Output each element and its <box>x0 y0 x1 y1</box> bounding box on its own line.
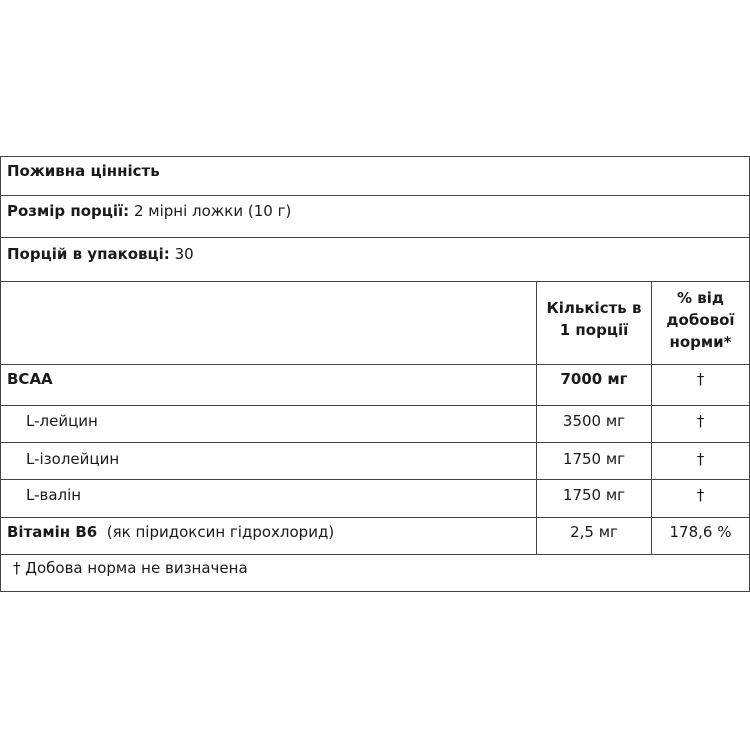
nutrient-amount: 7000 мг <box>560 370 628 388</box>
header-dv-cell <box>651 282 749 364</box>
nutrition-facts-table <box>0 156 750 592</box>
header-amount-line1: Кількість в <box>546 299 642 317</box>
nutrient-name: L-ізолейцин <box>26 450 120 468</box>
header-amount-cell <box>536 282 651 364</box>
nutrient-dv: † <box>696 486 705 504</box>
servings-per-container-label: Порцій в упаковці: <box>7 245 170 263</box>
header-name-cell <box>1 282 536 364</box>
nutrient-name: L-лейцин <box>26 412 98 430</box>
table-row <box>1 518 749 555</box>
nutrient-name: BCAA <box>7 370 53 388</box>
nutrient-dv: 178,6 % <box>669 523 732 541</box>
serving-size-row <box>1 196 749 238</box>
header-dv-line2: добової <box>666 311 735 329</box>
nutrient-note: (як піридоксин гідрохлорид) <box>106 523 335 541</box>
nutrient-dv: † <box>696 370 705 388</box>
table-row <box>1 365 749 406</box>
nutrient-amount: 2,5 мг <box>570 523 618 541</box>
header-dv-line1: % від <box>677 289 724 307</box>
footnote-row <box>1 555 749 591</box>
serving-size-label: Розмір порції: <box>7 202 130 220</box>
nutrient-amount: 1750 мг <box>562 486 626 504</box>
table-row <box>1 480 749 518</box>
table-row <box>1 406 749 443</box>
servings-per-container-value: 30 <box>169 245 194 263</box>
nutrient-dv: † <box>696 450 705 468</box>
table-row <box>1 443 749 480</box>
nutrient-amount: 3500 мг <box>562 412 626 430</box>
footnote: † Добова норма не визначена <box>13 559 248 577</box>
table-title: Поживна цінність <box>7 162 160 180</box>
serving-size-value: 2 мірні ложки (10 г) <box>129 202 292 220</box>
column-header-row <box>1 282 749 365</box>
servings-per-container-row <box>1 238 749 282</box>
title-row <box>1 157 749 196</box>
header-amount-line2: 1 порції <box>559 321 629 339</box>
nutrient-dv: † <box>696 412 705 430</box>
nutrient-name: Вітамін В6 <box>7 523 98 541</box>
header-dv-line3: норми* <box>669 333 732 351</box>
nutrient-amount: 1750 мг <box>562 450 626 468</box>
nutrient-name: L-валін <box>26 486 82 504</box>
